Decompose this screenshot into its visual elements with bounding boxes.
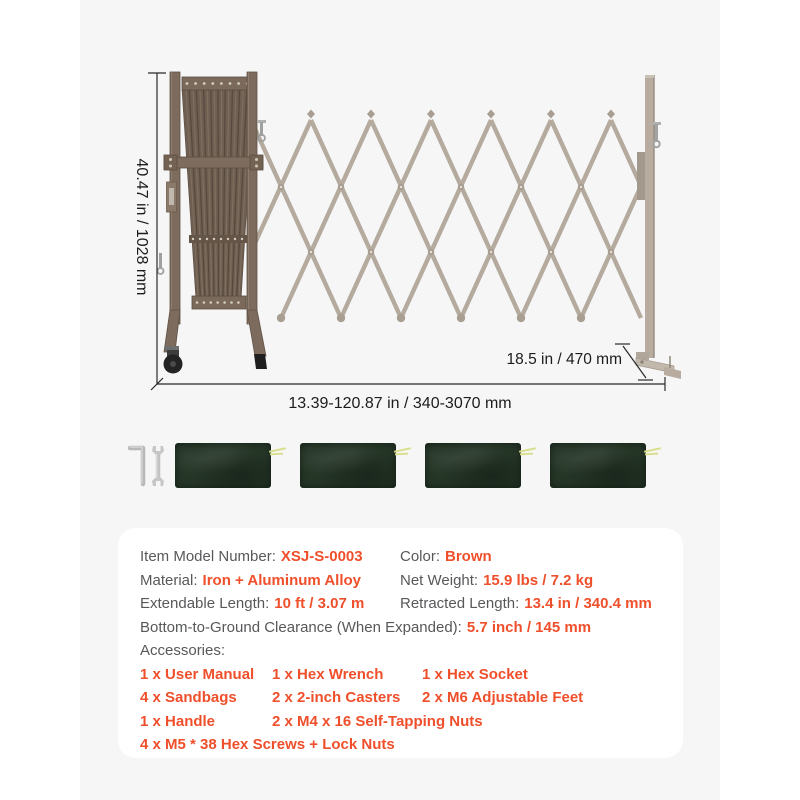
spec-value: 10 ft / 3.07 m	[274, 595, 365, 612]
spec-row-clearance	[140, 616, 665, 640]
sandbag-image	[300, 443, 396, 488]
accessory-item: 2 x M4 x 16 Self-Tapping Nuts	[272, 712, 483, 730]
hex-key-icon	[130, 447, 143, 484]
sandbag-image	[550, 443, 646, 488]
accessories-row	[140, 733, 665, 757]
spec-row	[140, 545, 665, 569]
spec-label: Color:	[400, 548, 441, 565]
right-post	[636, 75, 681, 379]
accessory-item: 1 x Hex Socket	[422, 665, 528, 683]
accessory-item: 4 x M5 * 38 Hex Screws + Lock Nuts	[140, 736, 395, 753]
mesh-finials	[307, 110, 615, 119]
spec-label: Extendable Length:	[140, 595, 270, 612]
accessory-item: 4 x Sandbags	[140, 689, 237, 706]
spec-value: Iron + Aluminum Alloy	[202, 571, 362, 589]
accessory-item: 2 x 2-inch Casters	[272, 689, 401, 706]
spec-row	[140, 569, 665, 593]
spec-label: Net Weight:	[400, 571, 479, 589]
accessories-row	[140, 686, 665, 710]
sandbag-image	[175, 443, 271, 488]
spec-row	[140, 592, 665, 616]
mesh-joints	[277, 184, 614, 322]
accessories-heading	[140, 639, 665, 663]
spec-value: 5.7 inch / 145 mm	[466, 618, 592, 636]
spec-label: Item Model Number:	[140, 548, 276, 565]
spec-label: Material:	[140, 571, 198, 589]
latch-pin-icon	[158, 253, 164, 274]
spec-value: XSJ-S-0003	[280, 548, 363, 565]
adjustable-foot	[636, 352, 681, 379]
spec-value: 15.9 lbs / 7.2 kg	[483, 571, 594, 589]
accessory-item: 2 x M6 Adjustable Feet	[422, 689, 584, 706]
scissor-mesh	[221, 110, 701, 323]
spec-label: Retracted Length:	[400, 595, 520, 612]
sandbag-image	[425, 443, 521, 488]
width-dimension-label: 13.39-120.87 in / 340-3070 mm	[288, 395, 512, 412]
height-dimension-label: 40.47 in / 1028 mm	[133, 158, 150, 296]
accessories-row	[140, 710, 665, 734]
open-end-wrench-icon	[152, 443, 164, 489]
accessory-item: 1 x Hex Wrench	[272, 665, 384, 683]
depth-dimension-label: 18.5 in / 470 mm	[506, 351, 622, 368]
spec-value: Brown	[445, 548, 492, 565]
accessory-item: 1 x User Manual	[140, 665, 255, 683]
folded-gate-unit	[158, 72, 268, 374]
accessory-item: 1 x Handle	[140, 712, 216, 730]
spec-label: Bottom-to-Ground Clearance (When Expanded):	[140, 618, 462, 636]
included-tools	[126, 442, 172, 490]
caster-wheel	[164, 346, 183, 374]
barrier-gate-diagram	[80, 40, 720, 430]
lock-plate	[167, 182, 177, 212]
spec-label: Accessories:	[140, 642, 226, 659]
accessories-row	[140, 663, 665, 687]
spec-value: 13.4 in / 340.4 mm	[524, 595, 652, 612]
spec-panel	[118, 528, 683, 758]
